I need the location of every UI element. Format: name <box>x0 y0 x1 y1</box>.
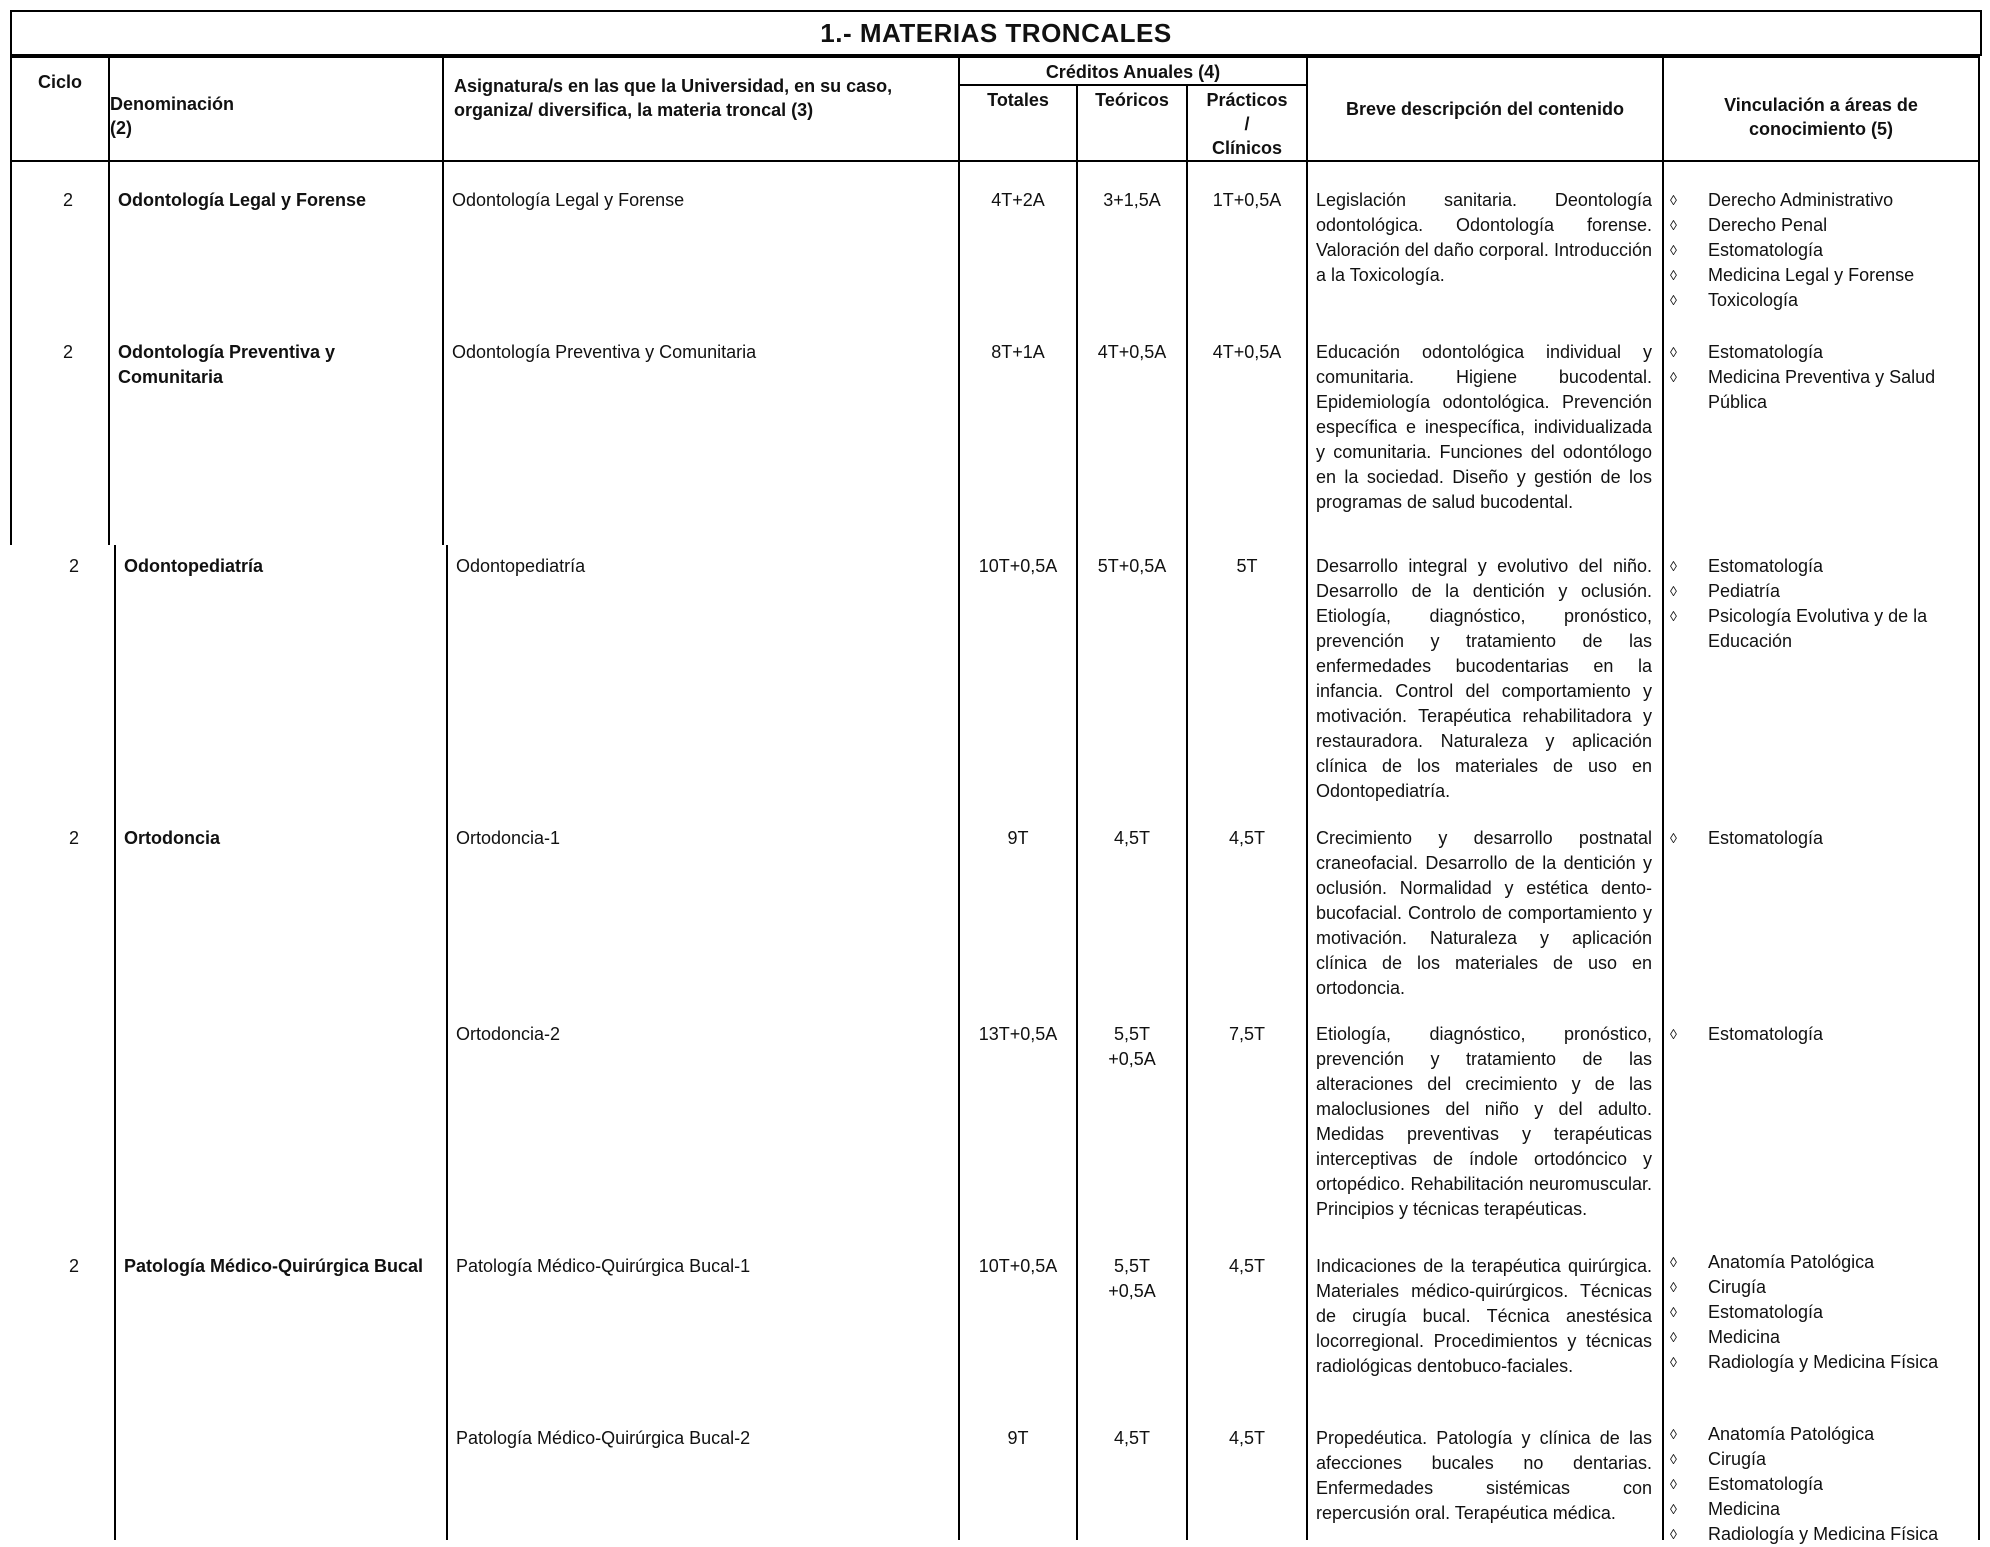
diamond-bullet-icon: ◊ <box>1670 1526 1677 1542</box>
cell-descripcion: Crecimiento y desarrollo postnatal craneofacial. Desarrollo de la dentición y oclusión. Normalidad y estética dento-bucofacial. Controlo de comportamiento y motivación. Naturaleza y aplicación clínica de los materiales de uso en ortodoncia. <box>1316 828 1652 998</box>
cell-practicos: 1T+0,5A <box>1212 190 1282 210</box>
cell-areas <box>1670 1422 1970 1547</box>
cell-teoricos: 4T+0,5A <box>1097 342 1167 362</box>
cell-totales: 10T+0,5A <box>978 1256 1058 1276</box>
area-item: ◊ Medicina <box>1670 1325 1970 1350</box>
diamond-bullet-icon: ◊ <box>1670 292 1677 308</box>
cell-areas <box>1670 1250 1970 1375</box>
cell-descripcion: Propedéutica. Patología y clínica de las afecciones bucales no dentarias. Enfermedades sistémicas con repercusión oral. Terapéutica médica. <box>1316 1428 1652 1523</box>
diamond-bullet-icon: ◊ <box>1670 1304 1677 1320</box>
cell-totales: 4T+2A <box>991 190 1045 210</box>
cell-areas <box>1670 188 1974 313</box>
cell-teoricos: 4,5T <box>1113 828 1151 848</box>
cell-practicos: 7,5T <box>1228 1024 1266 1044</box>
cell-denominacion: Odontología Legal y Forense <box>118 190 367 210</box>
area-item: ◊ Psicología Evolutiva y de la Educación <box>1670 606 1928 651</box>
diamond-bullet-icon: ◊ <box>1670 1026 1677 1042</box>
cell-descripcion: Legislación sanitaria. Deontología odontológica. Odontología forense. Valoración del daño corporal. Introducción a la Toxicología. <box>1316 190 1652 285</box>
area-item: ◊ Medicina Legal y Forense <box>1670 263 1974 288</box>
diamond-bullet-icon: ◊ <box>1670 1501 1677 1517</box>
cell-asignatura: Odontopediatría <box>456 556 586 576</box>
diamond-bullet-icon: ◊ <box>1670 1426 1677 1442</box>
cell-totales: 13T+0,5A <box>978 1024 1058 1044</box>
area-item: ◊ Radiología y Medicina Física <box>1670 1522 1970 1547</box>
cell-asignatura: Odontología Preventiva y Comunitaria <box>452 342 757 362</box>
diamond-bullet-icon: ◊ <box>1670 608 1677 624</box>
area-item: ◊ Derecho Penal <box>1670 213 1974 238</box>
grid-line <box>10 160 12 545</box>
cell-denominacion: Odontología Preventiva y Comunitaria <box>118 342 336 387</box>
diamond-bullet-icon: ◊ <box>1670 1354 1677 1370</box>
header-ciclo: Ciclo <box>10 56 110 162</box>
cell-ciclo: 2 <box>68 556 79 576</box>
cell-asignatura: Patología Médico-Quirúrgica Bucal-2 <box>456 1428 751 1448</box>
area-item: ◊ Cirugía <box>1670 1275 1970 1300</box>
header-creditos: Créditos Anuales (4) <box>1045 62 1221 82</box>
cell-ciclo: 2 <box>68 1256 79 1276</box>
area-item: ◊ Pediatría <box>1670 579 1970 604</box>
cell-practicos: 4,5T <box>1228 1428 1266 1448</box>
cell-denominacion: Odontopediatría <box>124 556 263 576</box>
diamond-bullet-icon: ◊ <box>1670 583 1677 599</box>
header-teoricos: Teóricos <box>1095 90 1169 110</box>
diamond-bullet-icon: ◊ <box>1670 1329 1677 1345</box>
cell-descripcion: Desarrollo integral y evolutivo del niño. Desarrollo de la dentición y oclusión. Etiología, diagnóstico, pronóstico, prevención y tratamiento de las enfermedades bucodentarias en la infancia. Control del comportamiento y motivación. Terapéutica rehabilitadora y restauradora. Naturaleza y aplicación clínica de los materiales de uso en Odontopediatría. <box>1316 556 1652 801</box>
diamond-bullet-icon: ◊ <box>1670 242 1677 258</box>
cell-practicos: 4T+0,5A <box>1212 342 1282 362</box>
cell-denominacion: Patología Médico-Quirúrgica Bucal <box>124 1256 424 1276</box>
area-item: ◊ Estomatología <box>1670 1022 1970 1047</box>
grid-line <box>108 160 110 545</box>
area-item: ◊ Estomatología <box>1670 238 1974 263</box>
cell-practicos: 4,5T <box>1228 1256 1266 1276</box>
area-item: ◊ Toxicología <box>1670 288 1974 313</box>
cell-asignatura: Ortodoncia-1 <box>456 828 561 848</box>
header-vinculacion: Vinculación a áreas de conocimiento (5) <box>1662 56 1980 162</box>
area-item: ◊ Anatomía Patológica <box>1670 1422 1970 1447</box>
diamond-bullet-icon: ◊ <box>1670 344 1677 360</box>
cell-ciclo: 2 <box>62 190 73 210</box>
area-item: ◊ Estomatología <box>1670 826 1970 851</box>
header-practicos: Prácticos / Clínicos <box>1206 90 1288 158</box>
cell-totales: 9T <box>1007 1428 1029 1448</box>
area-item: ◊ Anatomía Patológica <box>1670 1250 1970 1275</box>
area-item: ◊ Estomatología <box>1670 554 1970 579</box>
grid-line <box>114 545 116 1540</box>
grid-line <box>446 545 448 1540</box>
cell-descripcion: Educación odontológica individual y comunitaria. Higiene bucodental. Epidemiología odontológica. Prevención específica e inespecífica, individualizada y comunitaria. Funciones del odontólogo en la sociedad. Diseño y gestión de los programas de salud bucodental. <box>1316 342 1652 512</box>
cell-totales: 8T+1A <box>991 342 1045 362</box>
diamond-bullet-icon: ◊ <box>1670 192 1677 208</box>
document-page <box>10 10 1980 1544</box>
diamond-bullet-icon: ◊ <box>1670 369 1677 385</box>
cell-descripcion: Indicaciones de la terapéutica quirúrgica. Materiales médico-quirúrgicos. Técnicas de cirugía bucal. Técnica anestésica locorregional. Procedimientos y técnicas radiológicas dentobuco-faciales. <box>1316 1256 1652 1376</box>
cell-teoricos: 5T+0,5A <box>1097 556 1167 576</box>
diamond-bullet-icon: ◊ <box>1670 1254 1677 1270</box>
diamond-bullet-icon: ◊ <box>1670 830 1677 846</box>
cell-teoricos: 4,5T <box>1113 1428 1151 1448</box>
cell-areas <box>1670 340 1970 415</box>
area-item: ◊ Medicina Preventiva y Salud Pública <box>1670 367 1936 412</box>
diamond-bullet-icon: ◊ <box>1670 558 1677 574</box>
header-descripcion: Breve descripción del contenido <box>1306 56 1664 162</box>
cell-areas <box>1670 554 1970 654</box>
cell-totales: 9T <box>1007 828 1029 848</box>
area-item: ◊ Estomatología <box>1670 340 1970 365</box>
area-item: ◊ Cirugía <box>1670 1447 1970 1472</box>
cell-asignatura: Patología Médico-Quirúrgica Bucal-1 <box>456 1256 751 1276</box>
cell-practicos: 5T <box>1236 556 1258 576</box>
cell-teoricos: 5,5T +0,5A <box>1108 1024 1156 1069</box>
grid-line <box>958 84 1308 86</box>
diamond-bullet-icon: ◊ <box>1670 1279 1677 1295</box>
area-item: ◊ Derecho Administrativo <box>1670 188 1974 213</box>
area-item: ◊ Estomatología <box>1670 1300 1970 1325</box>
cell-denominacion: Ortodoncia <box>124 828 221 848</box>
cell-teoricos: 3+1,5A <box>1103 190 1161 210</box>
diamond-bullet-icon: ◊ <box>1670 1476 1677 1492</box>
cell-areas <box>1670 826 1970 851</box>
diamond-bullet-icon: ◊ <box>1670 267 1677 283</box>
diamond-bullet-icon: ◊ <box>1670 217 1677 233</box>
diamond-bullet-icon: ◊ <box>1670 1451 1677 1467</box>
cell-teoricos: 5,5T +0,5A <box>1108 1256 1156 1301</box>
header-denominacion: Denominación (2) <box>108 56 444 162</box>
page-title: 1.- MATERIAS TRONCALES <box>10 10 1982 56</box>
cell-asignatura: Ortodoncia-2 <box>456 1024 561 1044</box>
cell-ciclo: 2 <box>62 342 73 362</box>
grid-line <box>1306 160 1308 1540</box>
grid-line <box>442 160 444 545</box>
cell-practicos: 4,5T <box>1228 828 1266 848</box>
cell-areas <box>1670 1022 1970 1047</box>
grid-line <box>958 160 1308 162</box>
area-item: ◊ Medicina <box>1670 1497 1970 1522</box>
grid-line <box>958 56 1308 58</box>
cell-descripcion: Etiología, diagnóstico, pronóstico, prevención y tratamiento de las alteraciones del crecimiento y de las maloclusiones del niño y del adulto. Medidas preventivas y terapéuticas interceptivas de índole ortodóncico y ortopédico. Rehabilitación neuromuscular. Principios y técnicas terapéuticas. <box>1316 1024 1652 1219</box>
area-item: ◊ Radiología y Medicina Física <box>1670 1350 1970 1375</box>
cell-asignatura: Odontología Legal y Forense <box>452 190 685 210</box>
area-item: ◊ Estomatología <box>1670 1472 1970 1497</box>
grid-line <box>1978 160 1980 1540</box>
grid-line <box>1662 160 1664 1540</box>
header-asignaturas: Asignatura/s en las que la Universidad, en su caso, organiza/ diversifica, la materia troncal (3) <box>442 56 960 162</box>
cell-totales: 10T+0,5A <box>978 556 1058 576</box>
cell-ciclo: 2 <box>68 828 79 848</box>
header-totales: Totales <box>987 90 1049 110</box>
